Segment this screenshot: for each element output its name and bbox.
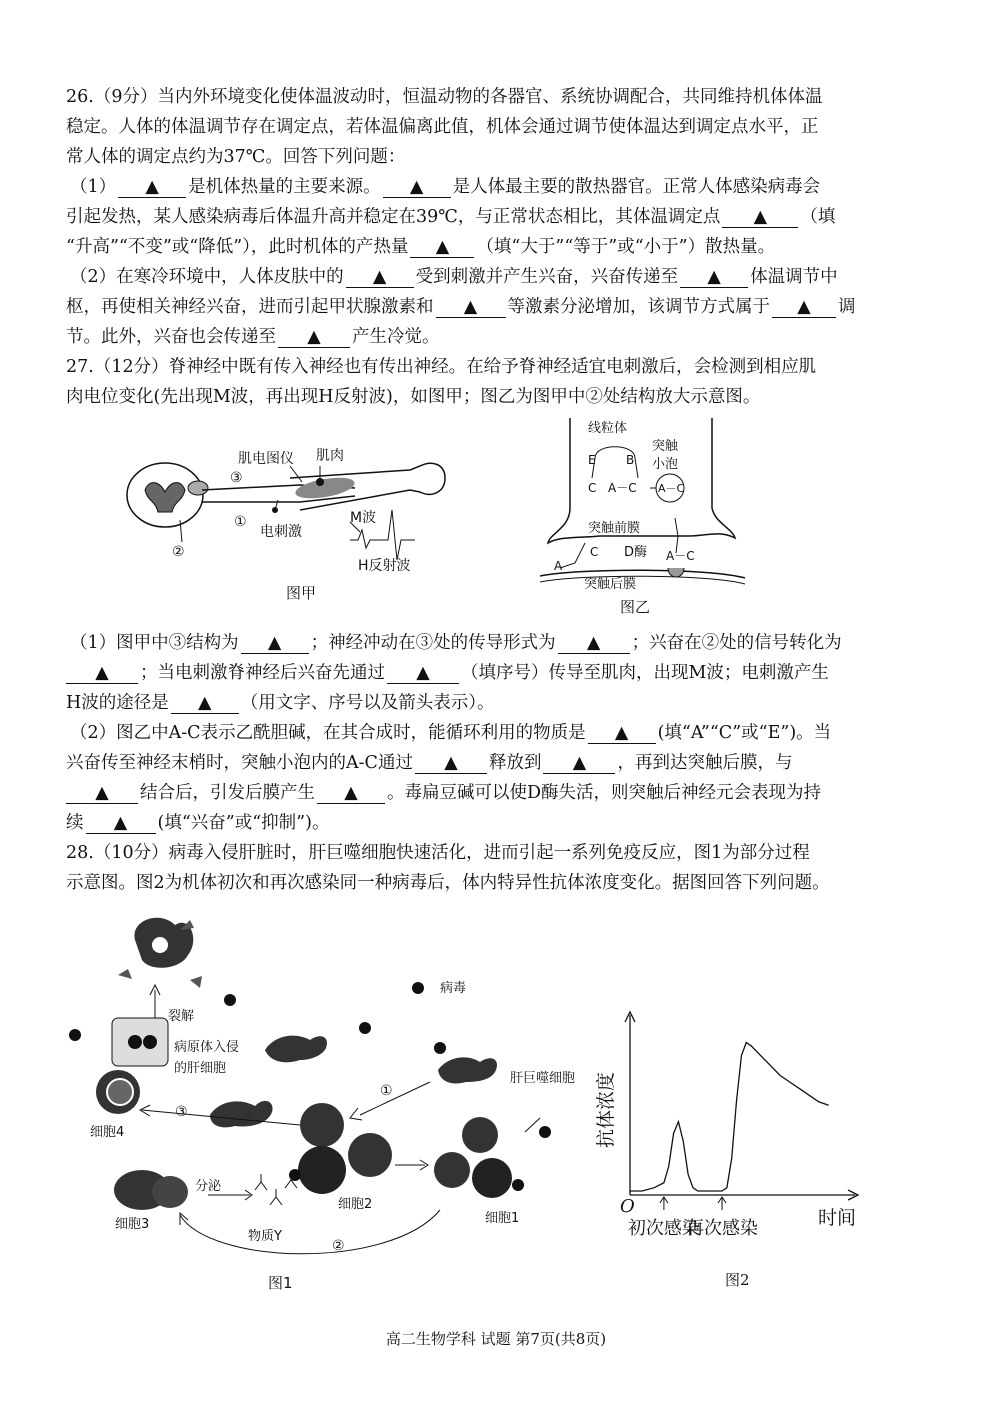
answer-blank[interactable]: ▲ [387,663,459,684]
q26-line-1: 26.（9分）当内外环境变化使体温波动时，恒温动物的各器官、系统协调配合，共同维持机体体温 [66,87,823,107]
label-secrete: 分泌 [195,1179,222,1194]
label-step-3: ③ [175,1104,188,1120]
x-tick-label-0: 初次感染 [627,1218,700,1239]
q27-line-1: 27.（12分）脊神经中既有传入神经也有传出神经。在给予脊神经适宜电刺激后，会检测到相应肌 [66,357,817,377]
figure-yi [540,418,750,618]
label-muscle: 肌肉 [316,448,344,464]
q27-p2-line-1: （2）图乙中A-C表示乙酰胆碱，在其合成时，能循环利用的物质是 ▲ (填“A”“C”或“E”)。当 [70,723,832,743]
label-mitochondria: 线粒体 [588,421,628,436]
answer-blank[interactable]: ▲ [86,813,156,834]
q28-line-2: 示意图。图2为机体初次和再次感染同一种病毒后，体内特异性抗体浓度变化。据图回答下列问题。 [66,873,830,893]
q26-p2-line-1: （2）在寒冷环境中，人体皮肤中的 ▲ 受到刺激并产生兴奋，兴奋传递至 ▲ 体温调节中 [70,267,838,287]
answer-blank[interactable]: ▲ [436,297,506,318]
x-tick-label-1: 再次感染 [686,1218,759,1239]
origin-label: O [620,1196,635,1217]
label-vesicle: 小泡 [652,457,679,472]
infection-arrow-1 [718,1197,726,1210]
q26-line-2: 稳定。人体的体温调节存在调定点，若体温偏离此值，机体会通过调节使体温达到调定点水平，正 [66,117,819,137]
caption-jia: 图甲 [286,584,317,602]
x-axis-label: 时间 [818,1207,857,1229]
label-cell-2: 细胞2 [338,1197,373,1212]
q27-line-2: 肉电位变化(先出现M波，再出现H反射波)，如图甲；图乙为图甲中②处结构放大示意图。 [66,387,761,407]
answer-blank[interactable]: ▲ [410,237,474,258]
caption-fig2: 图2 [725,1271,750,1289]
chart-axes [625,1012,858,1200]
label-c-2: C [590,545,599,559]
label-2: ② [172,544,185,560]
answer-blank[interactable]: ▲ [317,783,385,804]
label-substance-y: 物质Y [248,1229,282,1244]
label-step-2: ② [332,1238,345,1254]
label-postsynaptic: 突触后膜 [584,577,637,592]
answer-blank[interactable]: ▲ [118,177,186,198]
q27-p2-line-4: 续 ▲ (填“兴奋”或“抑制”)。 [66,813,330,833]
answer-blank[interactable]: ▲ [241,633,309,654]
label-1: ① [234,514,247,530]
answer-blank[interactable]: ▲ [346,267,414,288]
label-stimulus: 电刺激 [260,524,302,540]
label-infected-2: 的肝细胞 [174,1061,227,1076]
caption-fig1: 图1 [268,1274,293,1292]
label-3: ③ [230,470,243,486]
label-e: E [588,453,596,467]
q26-p2-line-2: 枢，再使相关神经兴奋，进而引起甲状腺激素和 ▲ 等激素分泌增加，该调节方式属于 ▲ 调 [66,297,856,317]
label-d-enzyme: D酶 [624,545,648,560]
series-layer [630,1043,829,1192]
answer-blank[interactable]: ▲ [680,267,748,288]
answer-blank[interactable]: ▲ [415,753,487,774]
label-step-1: ① [380,1083,393,1099]
label-cell-3: 细胞3 [115,1217,150,1232]
answer-blank[interactable]: ▲ [383,177,451,198]
answer-blank[interactable]: ▲ [588,723,656,744]
label-cell-1: 细胞1 [485,1211,520,1226]
q26-p1-line-1: （1） ▲ 是机体热量的主要来源。 ▲ 是人体最主要的散热器官。正常人体感染病毒会 [70,177,821,197]
label-lysis: 裂解 [168,1009,195,1024]
label-virus: 病毒 [440,981,467,996]
q26-line-3: 常人体的调定点约为37℃。回答下列问题： [66,147,406,167]
label-m-wave: M波 [350,510,377,526]
label-synaptic: 突触 [652,439,679,454]
q26-p1-line-2: 引起发热，某人感染病毒后体温升高并稳定在39℃，与正常状态相比，其体温调定点 ▲ （填 [66,207,836,227]
label-ac-1: A－C [608,481,637,495]
answer-blank[interactable]: ▲ [171,693,239,714]
figure-2-chart [590,1010,880,1300]
label-cell-4: 细胞4 [90,1125,125,1140]
label-ac-2: A－C [658,482,685,495]
label-a: A [554,559,563,573]
q27-p2-line-2: 兴奋传至神经末梢时，突触小泡内的A-C通过 ▲ 释放到 ▲ ，再到达突触后膜，与 [66,753,793,773]
caption-yi: 图乙 [620,598,651,616]
q27-p2-line-3: ▲ 结合后，引发后膜产生 ▲ 。毒扁豆碱可以使D酶失活，则突触后神经元会表现为持 [66,778,928,808]
q27-p1-line-1: （1）图甲中③结构为 ▲ ；神经冲动在③处的传导形式为 ▲ ；兴奋在②处的信号转化为 [70,633,842,653]
figure-1 [60,910,590,1300]
answer-blank[interactable]: ▲ [66,663,138,684]
q26-p2-line-3: 节。此外，兴奋也会传递至 ▲ 产生冷觉。 [66,327,440,347]
q27-p1-line-2: ▲ ；当电刺激脊神经后兴奋先通过 ▲ （填序号）传导至肌肉，出现M波；电刺激产生 [66,658,928,688]
label-ac-3: A－C [666,549,695,563]
label-h-wave: H反射波 [358,558,411,574]
q26-p1-line-3: “升高”“不变”或“降低”），此时机体的产热量 ▲ （填“大于”“等于”或“小于”）散热量。 [66,237,776,257]
label-presynaptic: 突触前膜 [588,521,641,536]
page-footer: 高二生物学科 试题 第7页(共8页) [385,1330,607,1348]
answer-blank[interactable]: ▲ [772,297,836,318]
label-emg: 肌电图仪 [238,451,294,467]
answer-blank[interactable]: ▲ [66,783,138,804]
tick-layer [628,1197,758,1239]
label-infected-1: 病原体入侵 [174,1040,240,1055]
label-c: C [588,481,597,495]
infection-arrow-0 [660,1197,668,1210]
answer-blank[interactable]: ▲ [558,633,630,654]
q27-p1-line-3: H波的途径是 ▲ （用文字、序号以及箭头表示）。 [66,693,495,713]
label-b: B [626,453,635,467]
figure-jia [120,430,460,610]
q28-line-1: 28.（10分）病毒入侵肝脏时，肝巨噬细胞快速活化，进而引起一系列免疫反应，图1为部分过程 [66,843,810,863]
label-macrophage: 肝巨噬细胞 [510,1071,576,1086]
y-axis-label: 抗体浓度 [595,1071,617,1149]
answer-blank[interactable]: ▲ [543,753,615,774]
antibody-series-line-0 [630,1043,829,1192]
answer-blank[interactable]: ▲ [722,207,798,228]
answer-blank[interactable]: ▲ [278,327,350,348]
